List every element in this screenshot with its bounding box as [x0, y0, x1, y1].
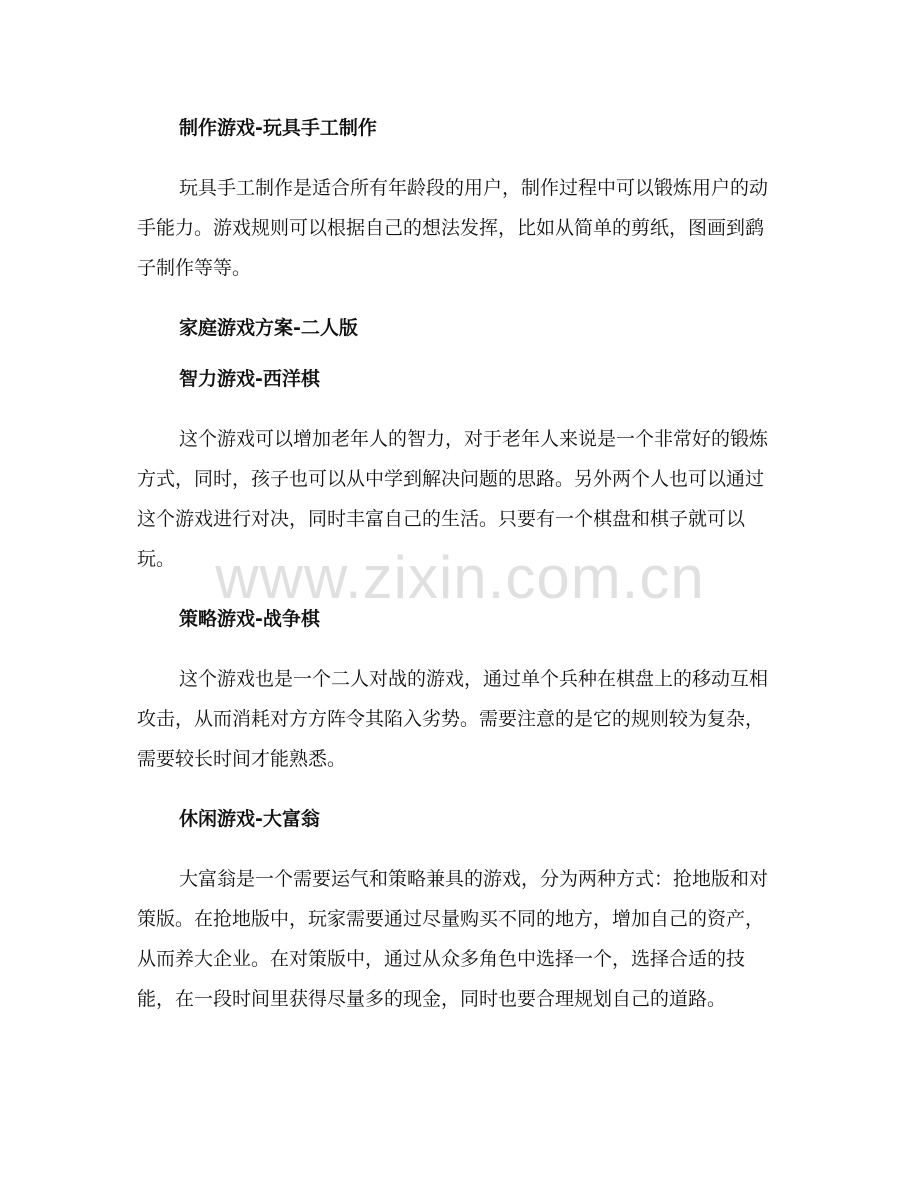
document-body — [137, 108, 777, 1019]
watermark-text: www.zixin.com.cn — [215, 544, 705, 611]
section-heading-handmade-toys: 制作游戏-玩具手工制作 — [179, 117, 377, 139]
section-heading-two-player-plan: 家庭游戏方案-二人版 — [179, 317, 358, 339]
section-heading-monopoly: 休闲游戏-大富翁 — [179, 808, 320, 830]
section-paragraph-monopoly: 大富翁是一个需要运气和策略兼具的游戏，分为两种方式：抢地版和对策版。在抢地版中，玩家需要通过尽量购买不同的地方，增加自己的资产，从而养大企业。在对策版中，通过从众多角色中选择一个，选择合适的技能，在一段时间里获得尽量多的现金，同时也要合理规划自己的道路。 — [137, 868, 769, 1010]
section-heading-chess: 智力游戏-西洋棋 — [179, 368, 320, 390]
section-paragraph-chess: 这个游戏可以增加老年人的智力，对于老年人来说是一个非常好的锻炼方式，同时，孩子也可以从中学到解决问题的思路。另外两个人也可以通过这个游戏进行对决，同时丰富自己的生活。只要有一个棋盘和棋子就可以玩。 — [137, 428, 769, 570]
section-paragraph-war-chess: 这个游戏也是一个二人对战的游戏，通过单个兵种在棋盘上的移动互相攻击，从而消耗对方方阵令其陷入劣势。需要注意的是它的规则较为复杂，需要较长时间才能熟悉。 — [137, 668, 769, 770]
section-heading-war-chess: 策略游戏-战争棋 — [179, 608, 320, 630]
section-paragraph-handmade-toys: 玩具手工制作是适合所有年龄段的用户，制作过程中可以锻炼用户的动手能力。游戏规则可以根据自己的想法发挥，比如从简单的剪纸，图画到鹞子制作等等。 — [137, 177, 769, 279]
